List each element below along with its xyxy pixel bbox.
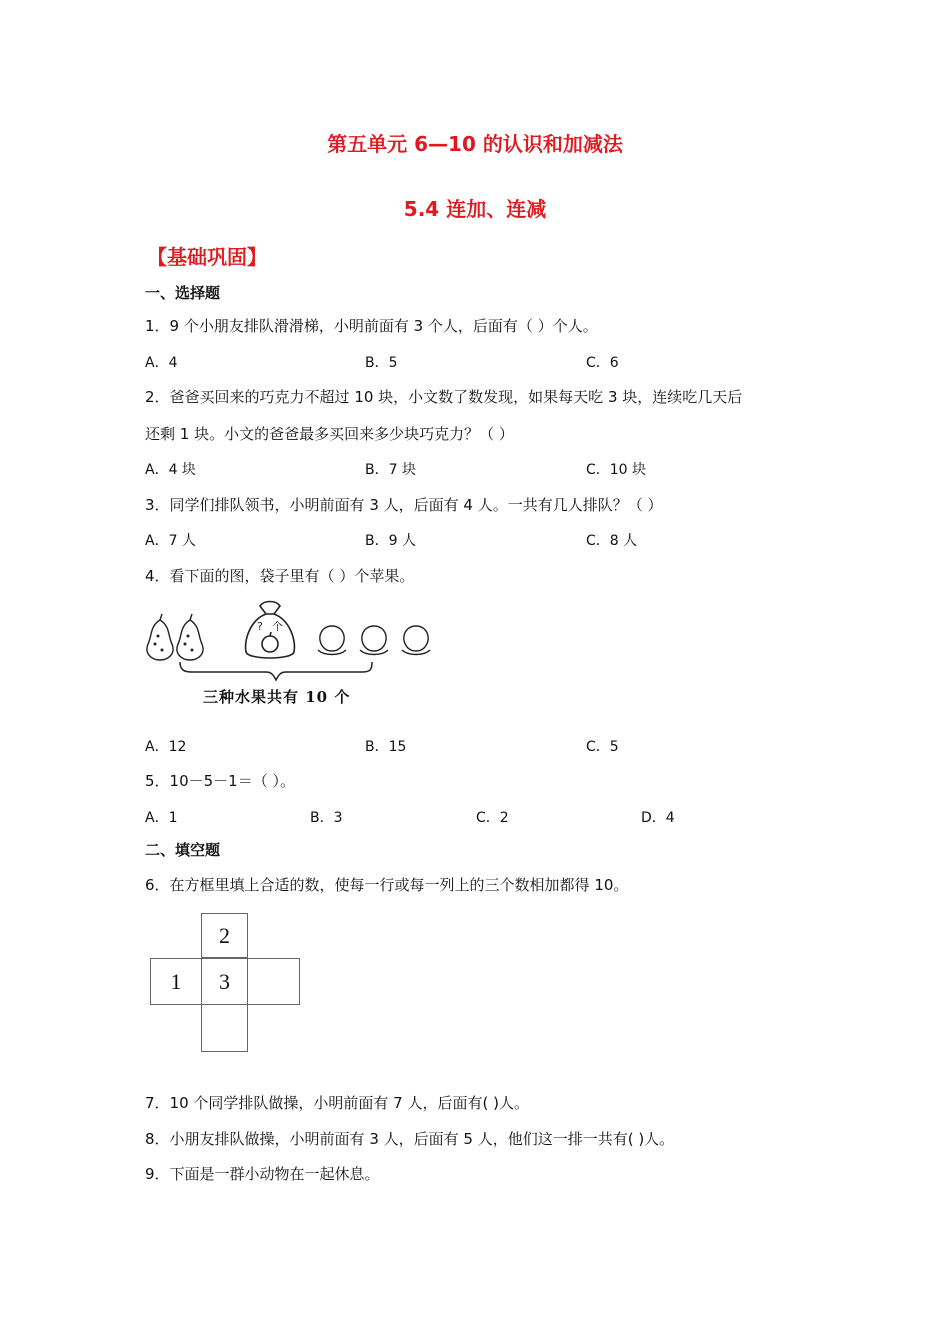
pear-icon — [177, 614, 203, 660]
q1-option-a: A．4 — [145, 355, 178, 371]
question-3: 3．同学们排队领书，小明前面有 3 人，后面有 4 人。一共有几人排队？（ ） — [145, 496, 663, 514]
brace-shape — [180, 662, 372, 680]
peach-icon — [402, 626, 430, 655]
grid-cell-center — [201, 958, 248, 1005]
grid-cell-left — [150, 958, 202, 1005]
q1-option-b: B．5 — [365, 355, 398, 371]
q5-option-d: D．4 — [641, 810, 675, 826]
question-7: 7．10 个同学排队做操，小明前面有 7 人，后面有( )人。 — [145, 1094, 529, 1112]
question-2-line2: 还剩 1 块。小文的爸爸最多买回来多少块巧克力？（ ） — [145, 425, 514, 443]
grid-value-left: 1 — [170, 968, 182, 994]
section-label: 【基础巩固】 — [147, 245, 267, 269]
question-8: 8．小朋友排队做操，小明前面有 3 人，后面有 5 人，他们这一排一共有( )人。 — [145, 1130, 675, 1148]
q3-option-b: B．9 人 — [365, 533, 416, 549]
part1-heading: 一、选择题 — [145, 284, 221, 302]
page-title: 第五单元 6—10 的认识和加减法 — [327, 132, 623, 156]
q3-option-c: C．8 人 — [586, 533, 638, 549]
page-subtitle: 5.4 连加、连减 — [403, 197, 547, 221]
svg-text:个: 个 — [272, 620, 283, 633]
part2-heading: 二、填空题 — [145, 841, 221, 859]
peach-icon — [318, 626, 346, 655]
q3-option-a: A．7 人 — [145, 533, 196, 549]
peach-icon — [360, 626, 388, 655]
grid-cell-right[interactable] — [247, 958, 300, 1005]
question-4: 4．看下面的图，袋子里有（ ）个苹果。 — [145, 567, 415, 585]
q2-option-b: B．7 块 — [365, 462, 416, 478]
q2-option-c: C．10 块 — [586, 462, 647, 478]
q5-option-c: C．2 — [476, 810, 509, 826]
question-2-line1: 2．爸爸买回来的巧克力不超过 10 块，小文数了数发现，如果每天吃 3 块，连续吃几天后 — [145, 388, 743, 406]
grid-cell-bottom[interactable] — [201, 1004, 248, 1052]
question-6: 6．在方框里填上合适的数，使每一行或每一列上的三个数相加都得 10。 — [145, 876, 629, 894]
q5-option-b: B．3 — [310, 810, 343, 826]
svg-text:?: ? — [257, 620, 263, 633]
pear-icon — [147, 614, 173, 660]
q5-option-a: A．1 — [145, 810, 178, 826]
figure-caption: 三种水果共有 10 个 — [203, 688, 351, 706]
q2-option-a: A．4 块 — [145, 462, 196, 478]
question-5: 5．10－5－1＝（ ）。 — [145, 772, 295, 790]
q1-option-c: C．6 — [586, 355, 619, 371]
question-1: 1．9 个小朋友排队滑滑梯，小明前面有 3 个人，后面有（ ）个人。 — [145, 317, 598, 335]
question-9: 9．下面是一群小动物在一起休息。 — [145, 1165, 380, 1183]
grid-value-top: 2 — [219, 922, 230, 948]
grid-value-center: 3 — [219, 968, 230, 994]
bag-icon — [246, 602, 295, 659]
grid-cell-top — [201, 913, 248, 958]
q4-option-a: A．12 — [145, 739, 187, 755]
q4-option-b: B．15 — [365, 739, 407, 755]
q4-option-c: C．5 — [586, 739, 619, 755]
